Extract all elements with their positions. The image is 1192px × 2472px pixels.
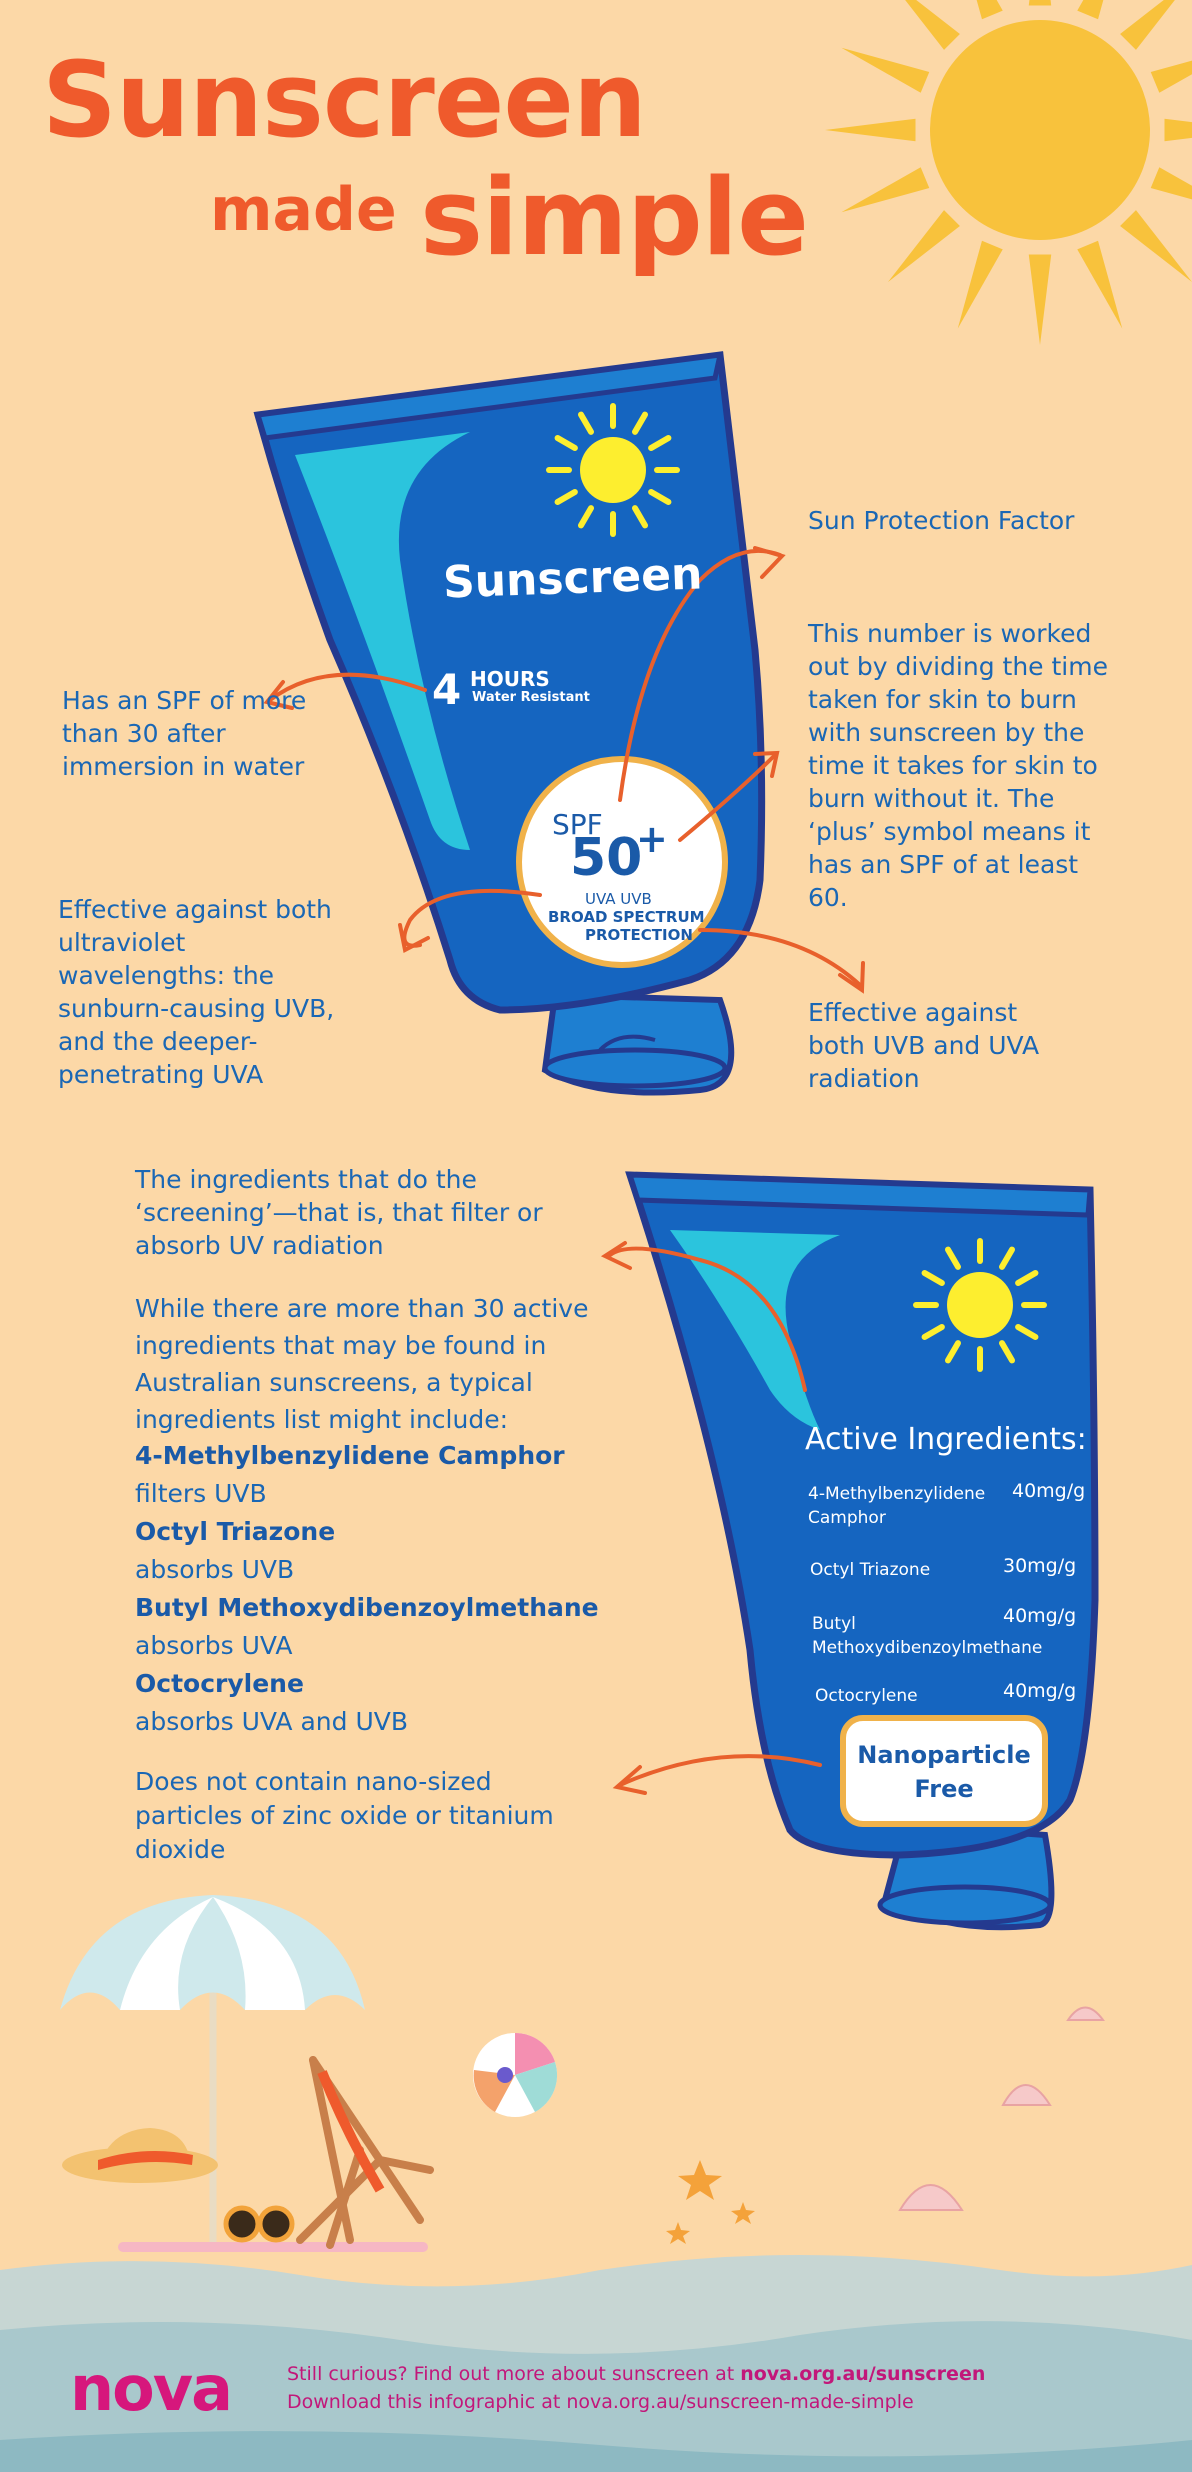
water-resistant-note: Has an SPF of more than 30 after immersion in water [62,686,307,781]
spf-label: SPF [552,808,603,841]
ingredient-name: Octocrylene [135,1669,304,1698]
tube-ingredient-amount: 30mg/g [1003,1555,1077,1577]
ingredient-name: Octyl Triazone [135,1517,336,1546]
tube-ingredient-name: Octocrylene [815,1686,918,1706]
broad-spectrum-label: BROAD SPECTRUM [548,908,705,926]
ingredients-intro: The ingredients that do the ‘screening’—that is, that filter or absorb UV radiation [135,1165,543,1260]
ingredient-name: 4-Methylbenzylidene Camphor [135,1441,565,1470]
spf-value: 50 [570,828,643,888]
broad-spectrum-note: Effective against both UVB and UVA radiation [808,998,1040,1093]
beach-ball-icon [473,2033,557,2117]
spf-plus: + [636,817,668,861]
water-resistant-label: Water Resistant [472,690,590,705]
title-simple: simple [420,156,808,279]
nano-note: Does not contain nano-sized particles of zinc oxide or titanium dioxide [135,1767,554,1864]
tube-ingredient-name: Butyl [812,1614,856,1634]
hours-label: HOURS [470,667,550,691]
sun-hat-icon [62,2128,218,2183]
sun-icon [825,0,1192,345]
ingredient-list [135,1437,599,1741]
title-sunscreen: Sunscreen [42,39,646,161]
tube-brand-label: Sunscreen [442,548,704,609]
footer-line-1-text: Still curious? Find out more about sunscreen at [287,2363,741,2385]
tube-ingredient-amount: 40mg/g [1012,1480,1086,1502]
seashell-icons [900,2008,1103,2211]
active-ingredients-heading: Active Ingredients: [805,1422,1087,1457]
badge-line-1: Nanoparticle [857,1741,1031,1769]
sunglasses-icon [226,2208,292,2240]
towel [118,2242,428,2252]
tube-ingredient-name-2: Methoxydibenzoylmethane [812,1638,1043,1658]
ingredient-desc: absorbs UVA and UVB [135,1707,409,1736]
ingredient-name: Butyl Methoxydibenzoylmethane [135,1593,599,1622]
badge-line-2: Free [914,1775,974,1803]
hours-number: 4 [432,665,462,714]
sunscreen-tube-icon-2 [630,1175,1095,1927]
tube-ingredient-name-2: Camphor [808,1508,886,1528]
footer-line-2[interactable]: Download this infographic at nova.org.au/sunscreen-made-simple [287,2391,914,2413]
starfish-icon [666,2160,755,2244]
ingredients-more-info: While there are more than 30 active ingredients that may be found in Australian sunscreens, a typical ingredients list might include: [135,1294,589,1434]
tube-ingredient-row [808,1482,985,1530]
protection-label: PROTECTION [585,926,693,944]
spf-heading: Sun Protection Factor [808,506,1075,535]
tube-ingredient-name: Octyl Triazone [810,1560,931,1580]
footer-sunscreen-link[interactable]: nova.org.au/sunscreen [740,2363,986,2385]
nova-logo[interactable]: nova [70,2352,231,2425]
nanoparticle-badge [843,1738,1045,1806]
footer-line-1 [287,2361,985,2388]
tube-ingredient-name: 4-Methylbenzylidene [808,1484,986,1504]
deck-chair-icon [300,2060,430,2245]
ingredient-desc: absorbs UVB [135,1555,295,1584]
spf-explanation: This number is worked out by dividing the time taken for skin to burn with sunscreen by the time it takes for skin to burn without it. The ‘plus’ symbol means it has an SPF of at least 60. [808,619,1108,912]
ingredient-desc: filters UVB [135,1479,267,1508]
tube-ingredient-amount: 40mg/g [1003,1680,1077,1702]
ingredient-desc: absorbs UVA [135,1631,293,1660]
uva-uvb-label: UVA UVB [585,890,652,908]
title-made: made [210,175,397,245]
uva-uvb-note: Effective against both ultraviolet wavelengths: the sunburn-causing UVB, and the deeper-penetrating UVA [58,895,335,1089]
tube-ingredient-amount: 40mg/g [1003,1605,1077,1627]
